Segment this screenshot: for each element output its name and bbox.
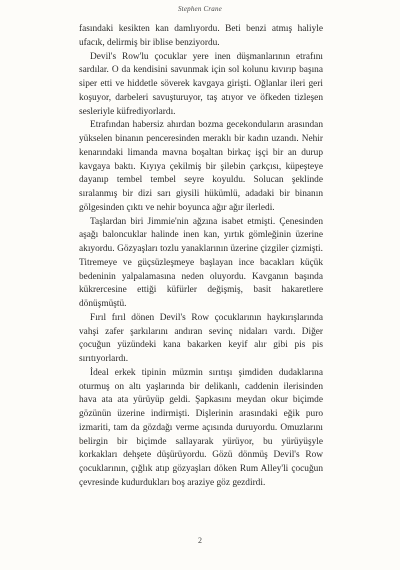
- paragraph: Devil's Row'lu çocuklar yere inen düşmanlarının etrafını sardılar. O da kendisini savunmak için sol kolunu kıvırıp başına siper etti ve hiddetle söverek kavgaya girişti. Oğlanlar ileri geri koşuyor, darbeleri savuşturuyor, taş atıyor ve öfkeden tizleşen sesleriyle küfrediyorlardı.: [79, 51, 323, 117]
- paragraph: fasındaki kesikten kan damlıyordu. Beti benzi atmış haliyle ufacık, delirmiş bir iblise benziyordu.: [79, 24, 323, 48]
- running-header: Stephen Crane: [177, 5, 222, 13]
- paragraph: Etrafından habersiz ahırdan bozma gecekonduların arasından yükselen binanın penceresinden meraklı bir kadın uzandı. Nehir kenarındaki limanda mavna boşaltan birkaç işçi bir an durup kavgaya baktı. Kıyıya çekilmiş bir şilebin çarkçısı, küpeşteye dayanıp tembel tembel seyre koyuldu. Solucan şeklinde sıralanmış bir dizi sarı giysili hükümlü, adadaki bir binanın gölgesinden çıktı ve nehir boyunca ağır ağır ilerledi.: [79, 120, 323, 213]
- paragraph: Taşlardan biri Jimmie'nin ağzına isabet etmişti. Çenesinden aşağı baloncuklar halinde inen kan, yırtık gömleğinin üzerine akıyordu. Gözyaşları tozlu yanaklarının üzerine çizgiler çizmişti. Titremeye ve güçsüzleşmeye başlayan ince bacakları küçük bedeninin yalpalamasına neden oluyordu. Kavganın başında kükrercesine ettiği küfürler değişmiş, basit hakaretlere dönüşmüştü.: [79, 216, 323, 309]
- paragraph: İdeal erkek tipinin müzmin sırıtışı şimdiden dudaklarına oturmuş on altı yaşlarında bir delikanlı, caddenin ilerisinden hava ata ata yürüyüp geldi. Şapkasını meydan okur biçimde gözünün üzerine indirmişti. Dişlerinin arasındaki eğik puro izmariti, tam da gözdağı verme açısında duruyordu. Omuzlarını belirgin bir biçimde sallayarak yürüyor, bu yürüyüşyle korkakları dehşete düşürüyordu. Gözü dönmüş Devil's Row çocuklarının, çığlık atıp gözyaşları döken Rum Alley'li çocuğun çevresinde kudurdukları boş araziye göz gezdirdi.: [79, 367, 323, 488]
- body-text: [79, 23, 323, 491]
- paragraph: Fırıl fırıl dönen Devil's Row çocuklarının haykırışlarında vahşi zafer şarkılarını andıran sevinç nidaları vardı. Diğer çocuğun yüzündeki kana bakarken keyif alır gibi pis pis sırıtıyorlardı.: [79, 312, 323, 364]
- page-number: 2: [198, 536, 202, 545]
